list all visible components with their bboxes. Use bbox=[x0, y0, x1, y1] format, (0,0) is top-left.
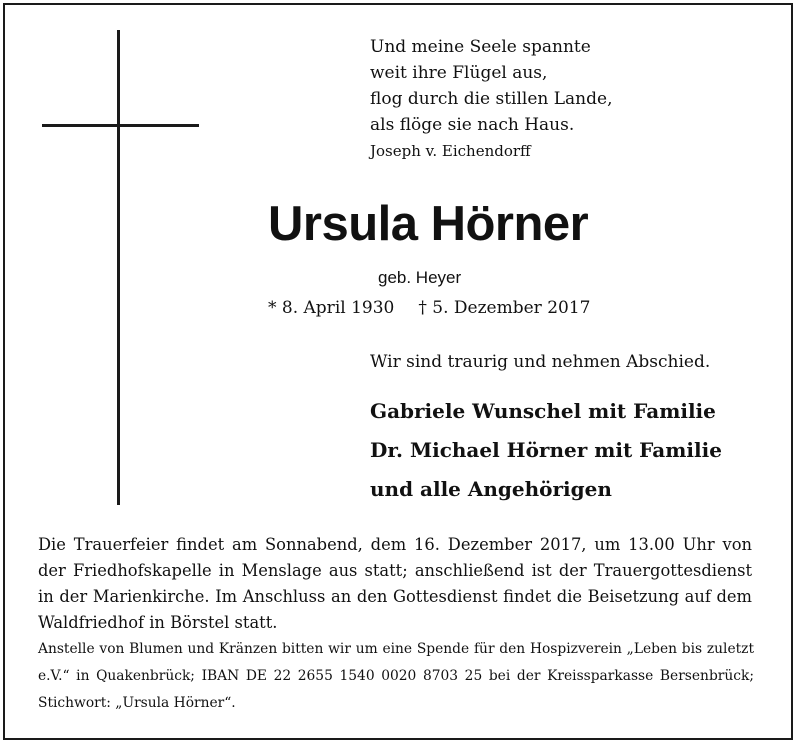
farewell-text: Wir sind traurig und nehmen Abschied. bbox=[370, 352, 711, 372]
birth-name: geb. Heyer bbox=[378, 268, 462, 287]
birth-date: * 8. April 1930 bbox=[268, 298, 395, 318]
poem-line: als flöge sie nach Haus. bbox=[370, 115, 575, 135]
donation-paragraph: Anstelle von Blumen und Kränzen bitten wir um eine Spende für den Hospizverein „Leben bis zuletzt e.V.“ in Quakenbrück; IBAN DE 22 2655 1540 0020 8703 25 bei der Kreissparkasse Bersenbrück; Stichwort: „Ursula Hörner“. bbox=[38, 641, 754, 711]
deceased-name: Ursula Hörner bbox=[268, 197, 589, 251]
poem-line: weit ihre Flügel aus, bbox=[370, 63, 548, 83]
poem-line: Und meine Seele spannte bbox=[370, 37, 591, 57]
mourner-line: und alle Angehörigen bbox=[370, 477, 612, 501]
service-paragraph: Die Trauerfeier findet am Sonnabend, dem 16. Dezember 2017, um 13.00 Uhr von der Friedhofskapelle in Menslage aus statt; anschließend ist der Trauergottesdienst in der Marienkirche. Im Anschluss an den Gottesdienst findet die Beisetzung auf dem Waldfriedhof in Börstel statt. bbox=[38, 535, 752, 632]
poem-author: Joseph v. Eichendorff bbox=[370, 142, 531, 160]
cross-icon-vertical-bar bbox=[117, 30, 120, 505]
mourner-line: Gabriele Wunschel mit Familie bbox=[370, 399, 716, 423]
death-date: † 5. Dezember 2017 bbox=[418, 298, 591, 318]
poem-line: flog durch die stillen Lande, bbox=[370, 89, 613, 109]
cross-icon-horizontal-bar bbox=[42, 124, 199, 127]
mourners-list bbox=[370, 392, 722, 509]
poem-block bbox=[370, 34, 612, 164]
life-dates bbox=[268, 298, 590, 318]
mourner-line: Dr. Michael Hörner mit Familie bbox=[370, 438, 722, 462]
